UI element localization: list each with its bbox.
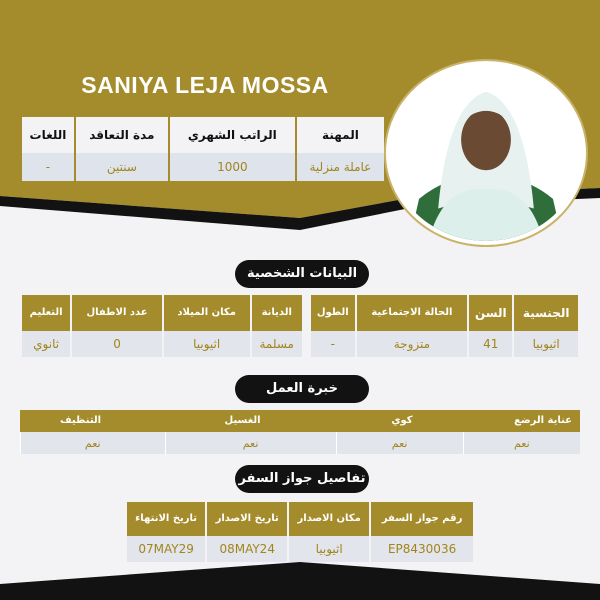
summary-header: اللغات [22,117,74,153]
summary-value: عاملة منزلية [297,153,384,181]
passport-value: 07MAY29 [127,536,205,562]
summary-value: 1000 [170,153,295,181]
personal-value: اثيوبيا [514,331,578,357]
summary-header: مدة التعاقد [76,117,168,153]
work-value: نعم [165,432,336,454]
passport-header: مكان الاصدار [289,502,369,536]
personal-header: السن [469,295,512,331]
summary-header: الراتب الشهري [170,117,295,153]
personal-header: التعليم [22,295,70,331]
work-value: نعم [336,432,463,454]
work-header: عناية الرضع [463,410,580,432]
summary-value: سنتين [76,153,168,181]
work-header: الغسيل [165,410,336,432]
section-title-work: خبرة العمل [235,375,369,403]
personal-value: متزوجة [357,331,468,357]
personal-header: عدد الاطفال [72,295,162,331]
personal-value: - [311,331,355,357]
personal-table-left [20,295,304,357]
personal-value: اثيوبيا [164,331,250,357]
personal-header: الديانة [252,295,303,331]
passport-header: رقم جواز السفر [371,502,473,536]
personal-value: مسلمة [252,331,303,357]
personal-table-right [309,295,580,357]
personal-value: 41 [469,331,512,357]
person-portrait [390,65,582,241]
work-value: نعم [20,432,165,454]
summary-table [20,117,386,181]
work-header: التنظيف [20,410,165,432]
passport-value: EP8430036 [371,536,473,562]
section-title-personal: البيانات الشخصية [235,260,369,288]
passport-header: تاريخ الانتهاء [127,502,205,536]
personal-header: مكان الميلاد [164,295,250,331]
work-value: نعم [463,432,580,454]
passport-table [125,502,475,562]
footer-background [0,560,600,600]
passport-header: تاريخ الاصدار [207,502,287,536]
section-title-passport: تفاصيل جواز السفر [235,465,369,493]
passport-value: اثيوبيا [289,536,369,562]
personal-header: الطول [311,295,355,331]
work-header: كوي [336,410,463,432]
summary-header: المهنة [297,117,384,153]
personal-value: ثانوي [22,331,70,357]
personal-header: الحالة الاجتماعية [357,295,468,331]
personal-value: 0 [72,331,162,357]
summary-value: - [22,153,74,181]
candidate-photo [386,61,586,245]
work-table [20,410,580,454]
candidate-name: SANIYA LEJA MOSSA [81,72,329,98]
passport-value: 08MAY24 [207,536,287,562]
personal-header: الجنسية [514,295,578,331]
